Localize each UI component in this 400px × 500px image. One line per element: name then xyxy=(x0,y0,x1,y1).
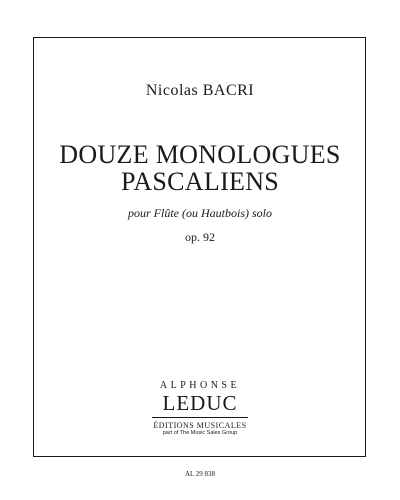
publisher-editions: ÉDITIONS MUSICALES xyxy=(153,421,247,430)
instrumentation: pour Flûte (ou Hautbois) solo xyxy=(128,206,272,220)
composer-name: Nicolas BACRI xyxy=(145,82,255,99)
work-title xyxy=(0,141,400,195)
publisher-logo xyxy=(0,380,400,437)
work-title-line-1: DOUZE MONOLOGUES xyxy=(59,140,341,169)
publisher-divider xyxy=(152,417,248,418)
publisher-group: part of The Music Sales Group xyxy=(162,430,238,436)
catalog-number: AL 29 838 xyxy=(184,470,216,478)
work-title-line-2: PASCALIENS xyxy=(120,167,280,196)
opus-number: op. 92 xyxy=(185,230,215,244)
publisher-name-top: ALPHONSE xyxy=(159,380,241,391)
publisher-name-main: LEDUC xyxy=(162,391,238,415)
